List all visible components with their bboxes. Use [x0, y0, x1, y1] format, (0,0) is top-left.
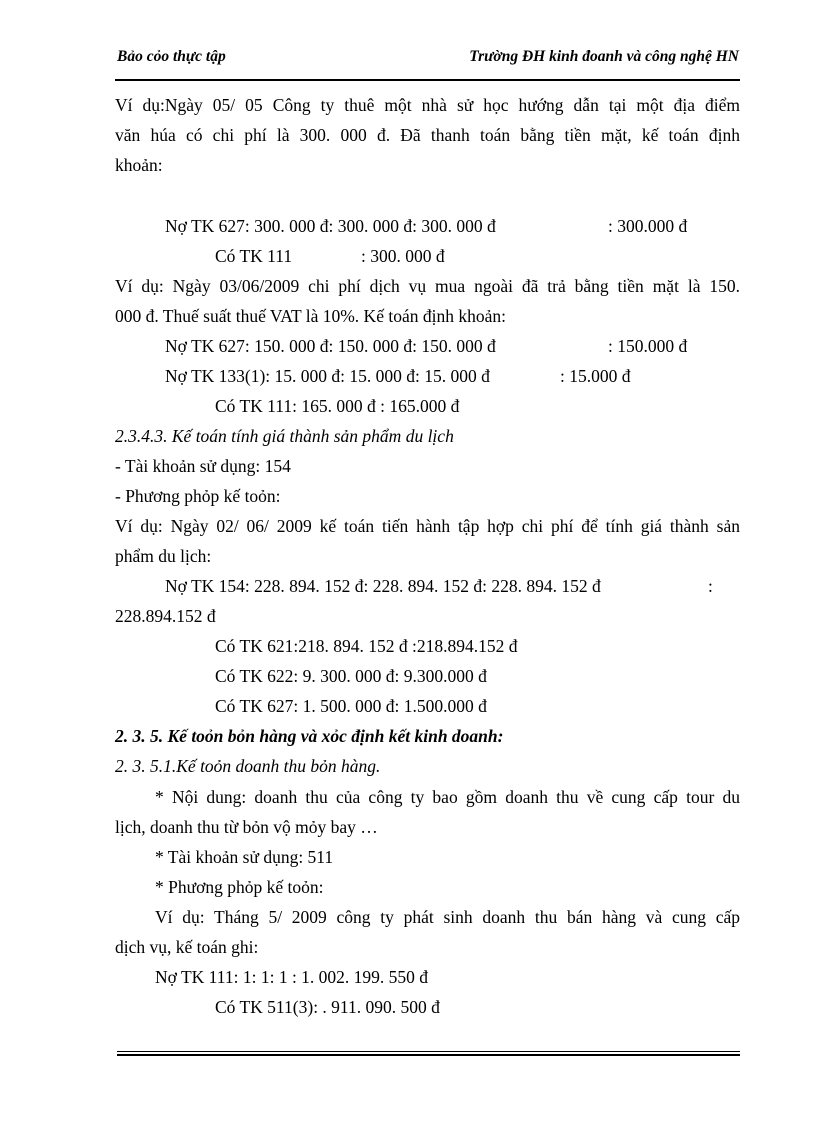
text-line: * Tài khoản sử dụng: 511 — [155, 847, 334, 867]
entry-credit-511: Có TK 511(3): . 911. 090. 500 đ — [215, 997, 440, 1017]
text-line: * Nội dung: doanh thu của công ty bao gồm doanh thu về cung cấp tour du — [155, 787, 740, 807]
text-line: - Tài khoản sử dụng: 154 — [115, 456, 291, 476]
entry-credit-111-total: : 300. 000 đ — [361, 246, 445, 266]
section-heading-bold: 2. 3. 5. Kế toỏn bỏn hàng và xỏc định kết kinh doanh: — [115, 726, 504, 746]
text-line: khoản: — [115, 155, 163, 175]
text-line: văn húa có chi phí là 300. 000 đ. Đã thanh toán bằng tiền mặt, kế toán định — [115, 125, 740, 145]
text-line: Ví dụ: Ngày 03/06/2009 chi phí dịch vụ mua ngoài đã trả bằng tiền mặt là 150. — [115, 276, 740, 296]
entry-credit-627: Có TK 627: 1. 500. 000 đ: 1.500.000 đ — [215, 696, 487, 716]
entry-credit-621: Có TK 621:218. 894. 152 đ :218.894.152 đ — [215, 636, 518, 656]
footer-divider-thick — [117, 1054, 740, 1056]
text-line: phẩm du lịch: — [115, 546, 212, 566]
entry-credit-111: Có TK 111 — [215, 246, 293, 266]
entry-debit-627-total: : 300.000 đ — [608, 216, 688, 236]
entry-credit-111: Có TK 111: 165. 000 đ : 165.000 đ — [215, 396, 460, 416]
entry-debit-627: Nợ TK 627: 300. 000 đ: 300. 000 đ: 300. 000 đ — [165, 216, 496, 236]
header-right-title: Trường ĐH kinh đoanh và công nghệ HN — [469, 48, 739, 65]
entry-debit-627-total: : 150.000 đ — [608, 336, 688, 356]
entry-debit-111: Nợ TK 111: 1: 1: 1 : 1. 002. 199. 550 đ — [155, 967, 429, 987]
section-heading: 2.3.4.3. Kế toán tính giá thành sản phẩm du lịch — [115, 426, 454, 446]
entry-debit-133-total: : 15.000 đ — [560, 366, 631, 386]
text-line: - Phương phỏp kế toỏn: — [115, 486, 281, 506]
header-divider — [115, 79, 740, 81]
page-header — [117, 48, 739, 70]
entry-debit-154-colon: : — [708, 576, 713, 596]
text-line: Ví dụ: Ngày 02/ 06/ 2009 kế toán tiến hành tập hợp chi phí để tính giá thành sản — [115, 516, 740, 536]
subsection-heading: 2. 3. 5.1.Kế toỏn doanh thu bỏn hàng. — [115, 756, 381, 776]
text-line: dịch vụ, kế toán ghi: — [115, 937, 259, 957]
header-left-title: Bảo cỏo thực tập — [117, 48, 226, 65]
entry-debit-133: Nợ TK 133(1): 15. 000 đ: 15. 000 đ: 15. 000 đ — [165, 366, 490, 386]
text-line: * Phương phỏp kế toỏn: — [155, 877, 324, 897]
entry-debit-154: Nợ TK 154: 228. 894. 152 đ: 228. 894. 152 đ: 228. 894. 152 đ — [165, 576, 601, 596]
text-line: 000 đ. Thuế suất thuế VAT là 10%. Kế toán định khoản: — [115, 306, 506, 326]
entry-debit-154-total: 228.894.152 đ — [115, 606, 216, 626]
text-line: lịch, doanh thu từ bỏn vộ mỏy bay … — [115, 817, 378, 837]
entry-debit-627: Nợ TK 627: 150. 000 đ: 150. 000 đ: 150. 000 đ — [165, 336, 496, 356]
entry-credit-622: Có TK 622: 9. 300. 000 đ: 9.300.000 đ — [215, 666, 487, 686]
footer-divider — [117, 1051, 740, 1052]
text-line: Ví dụ:Ngày 05/ 05 Công ty thuê một nhà sử học hướng dẫn tại một địa điểm — [115, 95, 740, 115]
text-line: Ví dụ: Tháng 5/ 2009 công ty phát sinh doanh thu bán hàng và cung cấp — [155, 907, 740, 927]
